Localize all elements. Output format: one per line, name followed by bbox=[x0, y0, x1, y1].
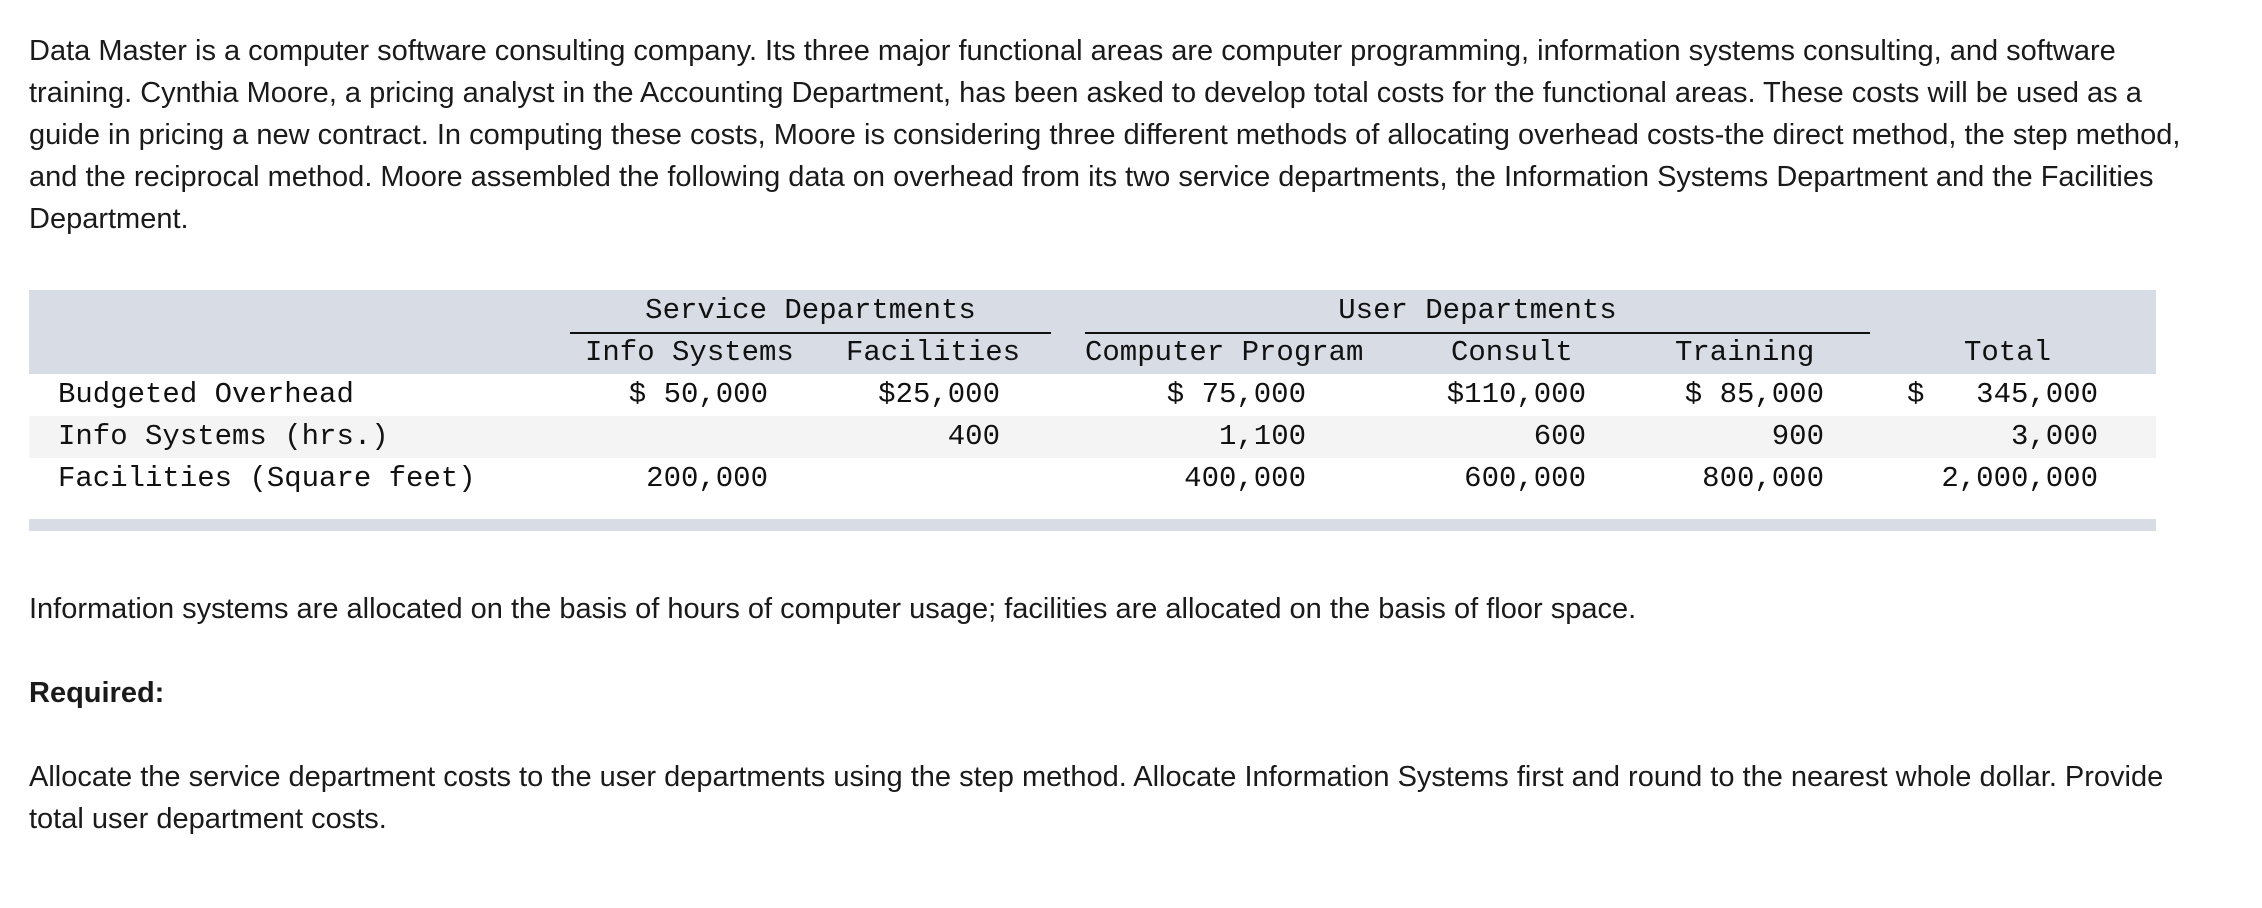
cell-computer-program: 400,000 bbox=[1184, 462, 1306, 495]
row-label: Facilities (Square feet) bbox=[58, 462, 476, 495]
cell-total: 2,000,000 bbox=[1941, 462, 2098, 495]
col-header-info-systems: Info Systems bbox=[585, 336, 794, 369]
cell-training: 900 bbox=[1771, 420, 1824, 453]
cell-total: 345,000 bbox=[1976, 378, 2098, 411]
col-header-computer-program: Computer Program bbox=[1085, 336, 1364, 369]
cell-consult: $110,000 bbox=[1446, 378, 1586, 411]
overhead-data-table bbox=[29, 290, 2156, 531]
cell-consult: 600 bbox=[1533, 420, 1586, 453]
required-label: Required: bbox=[29, 677, 165, 709]
service-departments-header: Service Departments bbox=[570, 290, 1051, 334]
cell-training: 800,000 bbox=[1702, 462, 1824, 495]
table-footer-bar bbox=[29, 519, 2156, 531]
table-row bbox=[29, 416, 2156, 458]
cell-info-systems: 200,000 bbox=[646, 462, 768, 495]
cell-info-systems: $ 50,000 bbox=[628, 378, 768, 411]
table-row bbox=[29, 374, 2156, 416]
table-row bbox=[29, 458, 2156, 500]
col-header-consult: Consult bbox=[1451, 336, 1573, 369]
user-departments-header: User Departments bbox=[1085, 290, 1870, 334]
cell-facilities: 400 bbox=[947, 420, 1000, 453]
task-text: Allocate the service department costs to the user departments using the step method. Allocate Information Systems first and round to the nearest whole dollar. Provide total user department costs. bbox=[29, 761, 2164, 835]
col-header-facilities: Facilities bbox=[846, 336, 1021, 369]
cell-facilities: $25,000 bbox=[878, 378, 1000, 411]
cell-consult: 600,000 bbox=[1464, 462, 1586, 495]
row-label: Budgeted Overhead bbox=[58, 378, 354, 411]
row-label: Info Systems (hrs.) bbox=[58, 420, 389, 453]
allocation-basis-text: Information systems are allocated on the basis of hours of computer usage; facilities are allocated on the basis of floor space. bbox=[29, 593, 1637, 625]
cell-training: $ 85,000 bbox=[1684, 378, 1824, 411]
problem-intro: Data Master is a computer software consulting company. Its three major functional areas are computer programming, information systems consulting, and software training. Cynthia Moore, a pricing analyst in the Accounting Department, has been asked to develop total costs for the functional areas. These costs will be used as a guide in pricing a new contract. In computing these costs, Moore is considering three different methods of allocating overhead costs-the direct method, the step method, and the reciprocal method. Moore assembled the following data on overhead from its two service departments, the Information Systems Department and the Facilities Department. bbox=[29, 35, 2181, 235]
cell-computer-program: $ 75,000 bbox=[1166, 378, 1306, 411]
cell-total-dollar-sign: $ bbox=[1907, 378, 1925, 411]
col-header-total: Total bbox=[1964, 336, 2052, 369]
cell-total: 3,000 bbox=[2010, 420, 2098, 453]
cell-computer-program: 1,100 bbox=[1218, 420, 1306, 453]
col-header-training: Training bbox=[1675, 336, 1815, 369]
